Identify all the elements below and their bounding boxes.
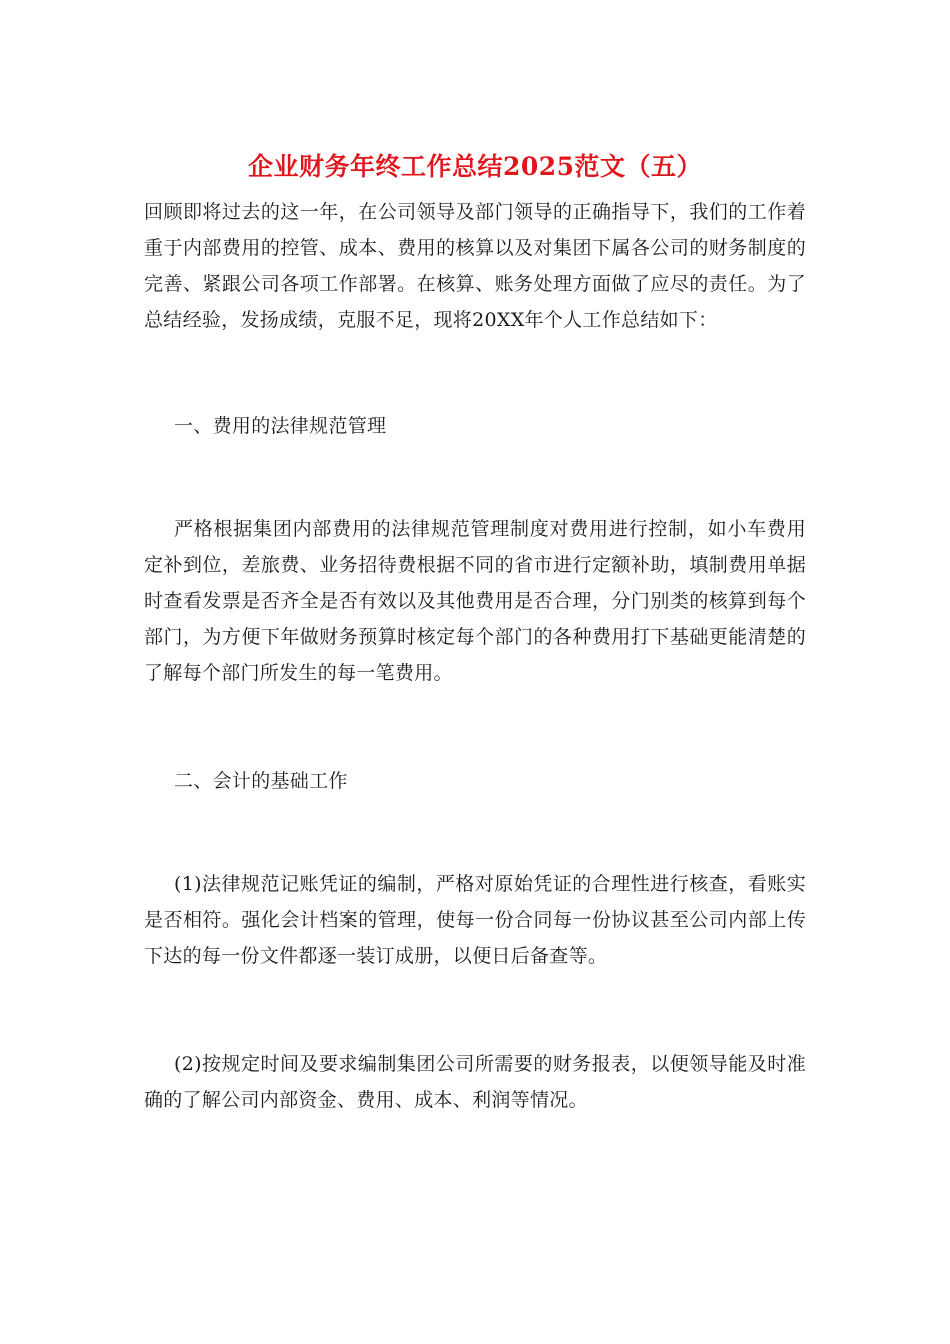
section-heading-1: 一、费用的法律规范管理 <box>174 415 387 437</box>
intro-paragraph: 回顾即将过去的这一年，在公司领导及部门领导的正确指导下，我们的工作着重于内部费用的控管、成本、费用的核算以及对集团下属各公司的财务制度的完善、紧跟公司各项工作部署。在核算、账务处理方面做了应尽的责任。为了总结经验，发扬成绩，克服不足，现将20XX年个人工作总结如下： <box>144 201 806 331</box>
section-2-item-1: (1)法律规范记账凭证的编制，严格对原始凭证的合理性进行核查，看账实是否相符。强化会计档案的管理，使每一份合同每一份协议甚至公司内部上传下达的每一份文件都逐一装订成册，以便日后备查等。 <box>144 873 806 967</box>
section-2-item-2: (2)按规定时间及要求编制集团公司所需要的财务报表，以便领导能及时准确的了解公司内部资金、费用、成本、利润等情况。 <box>144 1053 806 1111</box>
section-1-paragraph: 严格根据集团内部费用的法律规范管理制度对费用进行控制，如小车费用定补到位，差旅费、业务招待费根据不同的省市进行定额补助，填制费用单据时查看发票是否齐全是否有效以及其他费用是否合理，分门别类的核算到每个部门，为方便下年做财务预算时核定每个部门的各种费用打下基础更能清楚的了解每个部门所发生的每一笔费用。 <box>144 518 806 684</box>
section-heading-2: 二、会计的基础工作 <box>174 770 348 792</box>
document-title: 企业财务年终工作总结2025范文（五） <box>247 152 703 181</box>
